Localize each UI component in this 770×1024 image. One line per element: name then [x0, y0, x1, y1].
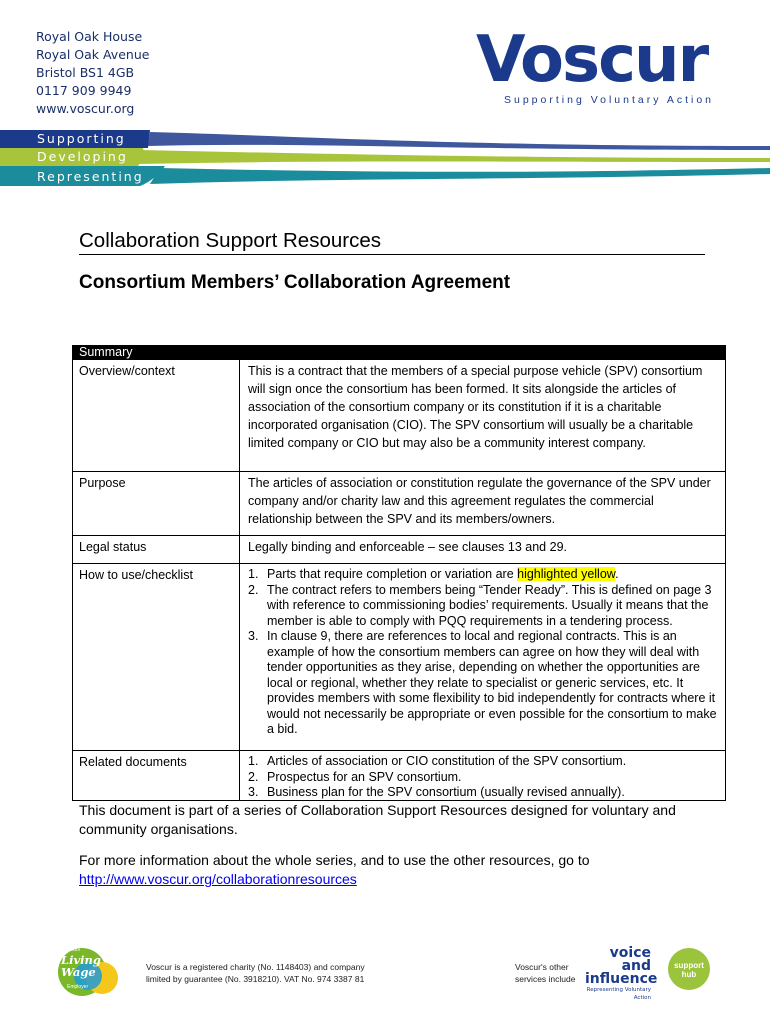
list-item: Prospectus for an SPV consortium. [267, 769, 462, 784]
website: www.voscur.org [36, 101, 135, 116]
document-title: Consortium Members’ Collaboration Agreement [79, 272, 511, 293]
table-row-purpose [72, 472, 726, 536]
howto-label: How to use/checklist [73, 564, 240, 750]
ribbon-representing: Representing [37, 169, 144, 184]
overview-label: Overview/context [73, 360, 240, 471]
purpose-label: Purpose [73, 472, 240, 535]
other-services-line: services include [515, 974, 576, 984]
living-wage-bottom: Employer [67, 984, 89, 990]
summary-table [72, 345, 726, 801]
list-item: Business plan for the SPV consortium (usually revised annually). [267, 785, 625, 799]
howto-list [248, 567, 717, 738]
summary-header: Summary [72, 345, 726, 360]
living-wage-word-2: Wage [61, 965, 96, 979]
list-item: Articles of association or CIO constitution of the SPV consortium. [267, 754, 627, 768]
legal-label: Legal status [73, 536, 240, 563]
title-divider [79, 254, 705, 255]
series-note: This document is part of a series of Collaboration Support Resources designed for voluntary and community organisations. [79, 802, 676, 837]
related-label: Related documents [73, 751, 240, 800]
phone-number: 0117 909 9949 [36, 83, 132, 98]
charity-info [146, 961, 365, 985]
vi-word: influence [585, 971, 658, 987]
voice-and-influence-logo [585, 945, 658, 1002]
related-list-cell [240, 751, 725, 800]
more-info [79, 851, 739, 889]
support-hub-logo [668, 948, 710, 990]
highlighted-text: highlighted yellow [517, 567, 616, 581]
living-wage-badge [52, 944, 124, 1000]
overview-text: This is a contract that the members of a special purpose vehicle (SPV) consortium will sign once the consortium has been formed. It sits alongside the articles of association of the consortium company or its constitution if it is a charitable incorporated organisation (CIO). The SPV consortium will usually be a charitable limited company or CIO but may also be a community interest company. [248, 364, 703, 450]
address-line: Royal Oak House [36, 29, 143, 44]
address-line: Bristol BS1 4GB [36, 65, 135, 80]
section-title: Collaboration Support Resources [79, 229, 381, 252]
table-row-howto [72, 564, 726, 751]
ribbon-banner [0, 128, 770, 190]
vi-word: and [621, 958, 651, 974]
address-block [36, 28, 149, 118]
support-hub-word: hub [681, 970, 697, 979]
list-item: Parts that require completion or variation are highlighted yellow. [267, 567, 619, 581]
logo-wordmark: Voscur [476, 23, 708, 97]
charity-line: limited by guarantee (No. 3918210). VAT No. 974 3387 81 [146, 974, 365, 984]
address-line: Royal Oak Avenue [36, 47, 150, 62]
purpose-text: The articles of association or constitution regulate the governance of the SPV under company and/or charity law and this agreement regulates the commercial relationship between the SPV and its members/owners. [248, 476, 711, 526]
living-wage-top: Bristol [66, 947, 80, 953]
support-hub-word: support [674, 961, 704, 970]
ribbon-developing: Developing [37, 149, 128, 164]
table-row-legal [72, 536, 726, 564]
voscur-logo [476, 23, 736, 108]
collaboration-resources-link[interactable]: http://www.voscur.org/collaborationresources [79, 871, 357, 887]
charity-line: Voscur is a registered charity (No. 1148403) and company [146, 962, 365, 972]
other-services-line: Voscur's other [515, 962, 569, 972]
related-list [248, 754, 717, 801]
howto-list-cell [240, 564, 725, 750]
legal-text: Legally binding and enforceable – see clauses 13 and 29. [248, 540, 567, 554]
list-item: In clause 9, there are references to local and regional contracts. This is an example of how the consortium members can agree on how they will deal with tender opportunities as they arise, depending on whether the opportunities are local or regional, whether they relate to specialist or generic services, etc. It provides members with some flexibility to bid independently for contracts where it would not necessarily be appropriate or even possible for the consortium to make a bid. [267, 629, 717, 736]
other-services [515, 961, 575, 985]
table-row-related [72, 751, 726, 801]
logo-tagline: Supporting Voluntary Action [504, 94, 715, 106]
living-wage-word-1: Living [61, 953, 101, 967]
more-info-text: For more information about the whole series, and to use the other resources, go to [79, 852, 590, 868]
list-item: The contract refers to members being “Tender Ready”. This is defined on page 3 with reference to commissioning bodies’ requirements. Usually it means that the member is able to comply with PQQ requirements in a tendering process. [267, 582, 712, 628]
vi-word: voice [609, 945, 651, 961]
table-row-overview [72, 360, 726, 472]
ribbon-supporting: Supporting [37, 131, 126, 146]
vi-subtitle: Representing Voluntary Action [586, 987, 651, 1001]
